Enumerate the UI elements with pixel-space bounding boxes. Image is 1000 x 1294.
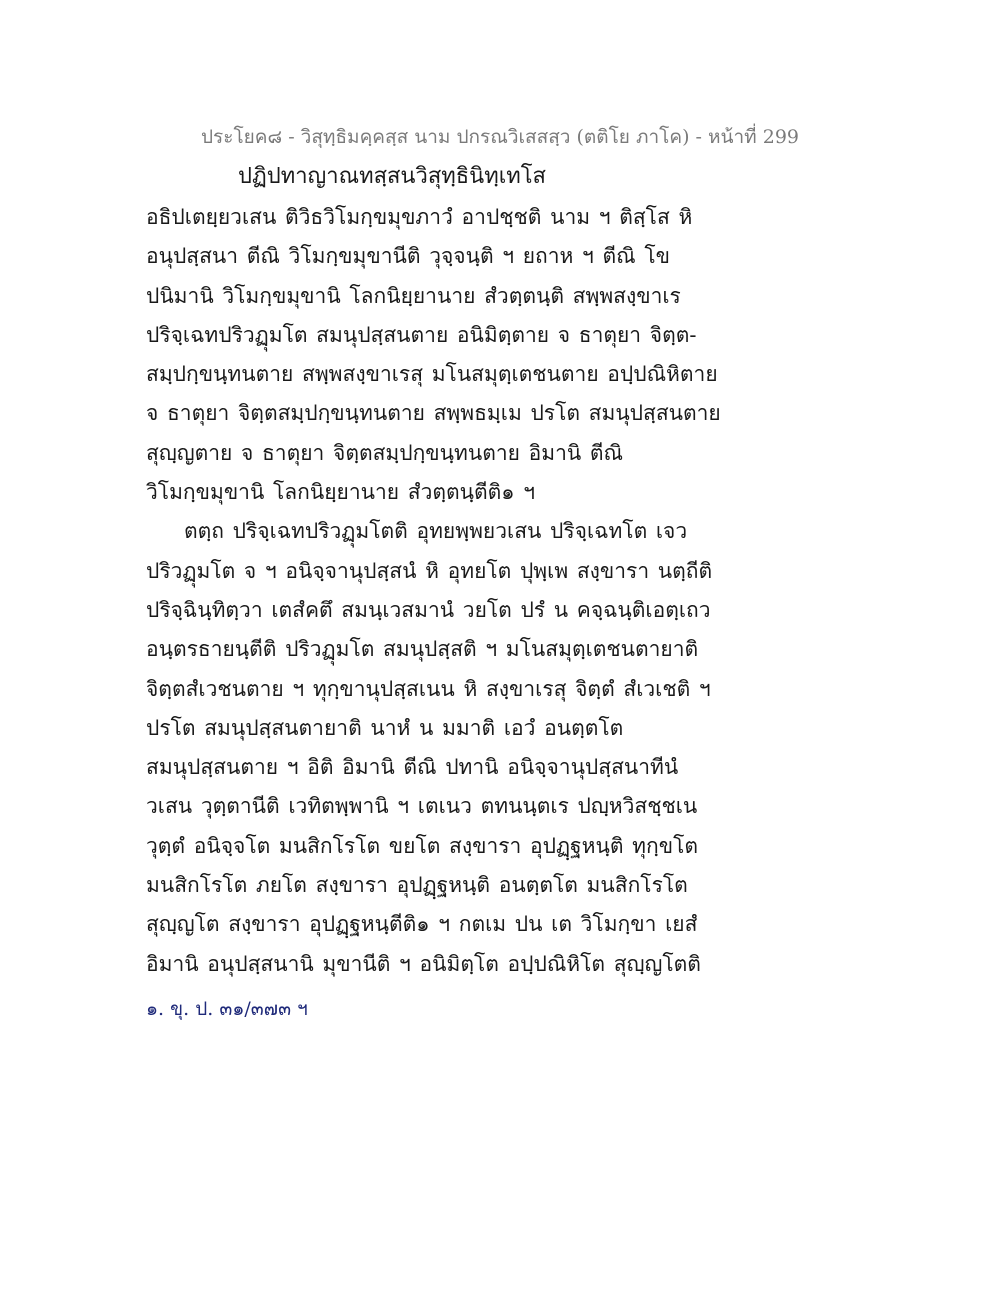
- text-line: ปริจฺเฉทปริวฏุมโต สมนุปสฺสนตาย อนิมิตฺตาย จ ธาตุยา จิตฺต-: [146, 322, 697, 347]
- page-header: ประโยค๘ - วิสุทฺธิมคฺคสฺส นาม ปกรณวิเสสสฺว (ตติโย ภาโค) - หน้าที่ 299: [200, 126, 800, 148]
- text-line: ปรโต สมนุปสฺสนตายาติ นาหํ น มมาติ เอวํ อนตฺตโต: [146, 715, 624, 740]
- text-line: วิโมกฺขมุขานิ โลกนิยฺยานาย สํวตฺตนฺตีติ๑ ฯ: [146, 480, 536, 505]
- text-line: อนฺตรธายนฺตีติ ปริวฏุมโต สมนุปสฺสติ ฯ มโนสมุตฺเตชนตายาติ: [146, 637, 699, 662]
- text-line: สมนุปสฺสนตาย ฯ อิติ อิมานิ ตีณิ ปทานิ อนิจฺจานุปสฺสนาทีนํ: [146, 755, 679, 780]
- text-line: วเสน วุตฺตานีติ เวทิตพฺพานิ ฯ เตเนว ตทนนฺตเร ปญฺหวิสชฺชเน: [146, 794, 698, 819]
- text-line: สมฺปกฺขนฺทนตาย สพฺพสงฺขาเรสุ มโนสมุตฺเตชนตาย อปฺปณิหิตาย: [146, 362, 718, 387]
- text-line: อิมานิ อนุปสฺสนานิ มุขานีติ ฯ อนิมิตฺโต อปฺปณิหิโต สุญฺญโตติ: [146, 951, 701, 976]
- text-line: สุญฺญโต สงฺขารา อุปฏฺฐหนฺตีติ๑ ฯ กตเม ปน เต วิโมกฺขา เยสํ: [146, 912, 698, 937]
- text-line: สุญฺญตาย จ ธาตุยา จิตฺตสมฺปกฺขนฺทนตาย อิมานิ ตีณิ: [146, 440, 624, 465]
- section-title: ปฏิปทาญาณทสฺสนวิสุทฺธินิทฺเทโส: [238, 164, 546, 189]
- footnote: ๑. ขุ. ป. ๓๑/๓๗๓ ฯ: [146, 998, 308, 1020]
- text-line: อนุปสฺสนา ตีณิ วิโมกฺขมุขานีติ วุจฺจนฺติ ฯ ยถาห ฯ ตีณิ โข: [146, 244, 670, 269]
- text-line: วุตฺตํ อนิจฺจโต มนสิกโรโต ขยโต สงฺขารา อุปฏฺฐหนฺติ ทุกฺขโต: [146, 833, 698, 858]
- text-line: จ ธาตุยา จิตฺตสมฺปกฺขนฺทนตาย สพฺพธมฺเม ปรโต สมนุปสฺสนตาย: [146, 401, 721, 426]
- text-line: มนสิกโรโต ภยโต สงฺขารา อุปฏฺฐหนฺติ อนตฺตโต มนสิกโรโต: [146, 873, 688, 898]
- text-line: ปริวฏุมโต จ ฯ อนิจฺจานุปสฺสนํ หิ อุทยโต ปุพฺเพ สงฺขารา นตฺถีติ: [146, 558, 713, 583]
- text-line: ปริจฺฉินฺทิตฺวา เตสํคตึ สมนฺเวสมานํ วยโต ปรํ น คจฺฉนฺติเอตฺเถว: [146, 597, 711, 622]
- text-line: จิตฺตสํเวชนตาย ฯ ทุกฺขานุปสฺสเนน หิ สงฺขาเรสุ จิตฺตํ สํเวเชติ ฯ: [146, 676, 711, 701]
- body-text: [146, 198, 721, 984]
- paragraph-start-line: ตตฺถ ปริจฺเฉทปริวฏุมโตติ อุทยพฺพยวเสน ปริจฺเฉทโต เจว: [184, 519, 688, 544]
- text-line: อธิปเตยฺยวเสน ติวิธวิโมกฺขมุขภาวํ อาปชฺชติ นาม ฯ ติสฺโส หิ: [146, 205, 693, 229]
- text-line: ปนิมานิ วิโมกฺขมุขานิ โลกนิยฺยานาย สํวตฺตนฺติ สพฺพสงฺขาเร: [146, 283, 681, 308]
